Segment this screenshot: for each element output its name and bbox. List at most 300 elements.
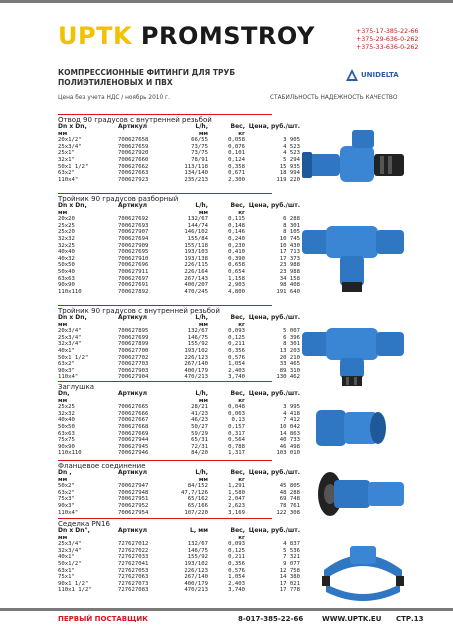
unit-cell: кг — [238, 397, 245, 404]
table-row — [58, 243, 300, 250]
table-cell: 0,211 — [228, 554, 245, 561]
phone-2: +375-29-636-0-262 — [356, 36, 419, 44]
table-row — [58, 229, 300, 236]
table-cell: 267/140 — [184, 574, 208, 581]
table-cell: 3 905 — [283, 137, 300, 144]
table-cell: 191 640 — [276, 288, 300, 295]
table-row — [58, 361, 300, 368]
table-cell: 0,146 — [228, 229, 245, 236]
table-cell: 28/21 — [191, 404, 208, 411]
section-tee-demountable — [58, 195, 300, 295]
unit-cell — [245, 398, 300, 405]
table-cell: 700627696 — [118, 262, 149, 269]
section-table — [58, 203, 300, 295]
unit-cell: мм — [58, 321, 68, 328]
table-cell: 17 713 — [279, 249, 300, 256]
table-cell: 50x2" — [58, 483, 75, 490]
table-cell: 0,048 — [228, 404, 245, 411]
table-row — [58, 335, 300, 342]
table-cell: 110x4" — [58, 509, 79, 516]
unit-cell: мм — [58, 397, 68, 404]
table-header-row — [58, 124, 300, 131]
table-cell: 110x1 1/2" — [58, 587, 92, 594]
table-cell: 0,356 — [228, 347, 245, 354]
end-cap-image — [312, 400, 404, 456]
section-tee-threaded — [58, 307, 300, 381]
table-cell: 4 837 — [283, 541, 300, 548]
section-title: Отвод 90 градусов с внутренней резьбой — [58, 116, 212, 124]
flange-adapter-image — [316, 470, 408, 518]
column-header: Dn x Dn, — [58, 202, 87, 209]
table-cell: 2,300 — [228, 176, 245, 183]
section-divider — [58, 305, 272, 306]
table-cell: 75x75 — [58, 437, 75, 444]
table-cell: 66/55 — [191, 137, 208, 144]
saddle-clamp-image — [318, 540, 408, 604]
table-header-row — [58, 315, 300, 322]
table-cell: 59/29 — [191, 430, 208, 437]
unidelta-brand: UNIDELTA — [345, 68, 399, 82]
table-row — [58, 437, 300, 444]
table-cell: 40 733 — [279, 437, 300, 444]
table-cell: 78 761 — [279, 502, 300, 509]
table-row — [58, 581, 300, 588]
column-header: L/h, — [195, 469, 208, 476]
table-row — [58, 150, 300, 157]
table-row — [58, 444, 300, 451]
table-cell: 15 935 — [279, 163, 300, 170]
table-cell: 72/31 — [191, 443, 208, 450]
table-row — [58, 510, 300, 517]
table-cell: 193/138 — [184, 255, 208, 262]
table-row — [58, 503, 300, 510]
table-row — [58, 404, 300, 411]
unidelta-logo-icon — [345, 68, 359, 82]
table-cell: 45 805 — [279, 483, 300, 490]
table-cell: 700627665 — [118, 404, 149, 411]
table-cell: 25x25 — [58, 222, 75, 229]
table-cell: 40x1" — [58, 554, 75, 561]
table-cell: 0,358 — [228, 163, 245, 170]
section-title: Фланцевое соединение — [58, 462, 146, 470]
table-cell: 727627012 — [118, 541, 149, 548]
table-cell: 50x50 — [58, 262, 75, 269]
table-cell: 727627041 — [118, 560, 149, 567]
unit-cell — [118, 398, 173, 405]
table-cell: 90x1 1/2" — [58, 580, 89, 587]
table-cell: 75x3" — [58, 496, 75, 503]
table-cell: 17 373 — [279, 255, 300, 262]
table-cell: 110x110 — [58, 450, 82, 457]
footer-website[interactable]: WWW.UPTK.EU — [322, 615, 382, 623]
table-cell: 700627951 — [118, 496, 149, 503]
table-cell: 50/27 — [191, 423, 208, 430]
table-cell: 3,740 — [228, 587, 245, 594]
table-cell: 132/67 — [187, 328, 208, 335]
table-cell: 40x40 — [58, 249, 75, 256]
table-cell: 146/75 — [187, 547, 208, 554]
column-header: Артикул — [118, 469, 147, 476]
table-cell: 1,317 — [228, 450, 245, 457]
page-title: КОМПРЕССИОННЫЕ ФИТИНГИ ДЛЯ ТРУБ ПОЛИЭТИЛЕНОВЫХ И ПВХ — [58, 68, 236, 87]
unit-cell: кг — [238, 209, 245, 216]
table-cell: 1,580 — [228, 489, 245, 496]
table-cell: 134/140 — [184, 170, 208, 177]
table-cell: 700627693 — [118, 222, 149, 229]
unit-cell: кг — [238, 534, 245, 541]
table-cell: 727627053 — [118, 567, 149, 574]
unit-cell — [245, 322, 300, 329]
footer-phone: 8-017-385-22-66 — [238, 615, 304, 623]
table-cell: 0,230 — [228, 242, 245, 249]
table-cell: 48 288 — [279, 489, 300, 496]
table-cell: 0,13 — [231, 417, 245, 424]
table-cell: 727627073 — [118, 580, 149, 587]
table-cell: 700627895 — [118, 328, 149, 335]
table-cell: 226/123 — [184, 567, 208, 574]
table-cell: 700627946 — [118, 450, 149, 457]
table-cell: 20x1/2" — [58, 137, 82, 144]
table-cell: 226/123 — [184, 354, 208, 361]
unit-cell — [245, 477, 300, 484]
footer-top-line — [0, 608, 453, 611]
table-cell: 0,564 — [228, 437, 245, 444]
table-cell: 700627699 — [118, 334, 149, 341]
unit-cell — [245, 210, 300, 217]
table-cell: 0,788 — [228, 443, 245, 450]
table-cell: 470/213 — [184, 587, 208, 594]
table-cell: 3,740 — [228, 374, 245, 381]
table-cell: 700627945 — [118, 443, 149, 450]
column-header: Артикул — [118, 527, 147, 534]
unit-cell — [245, 131, 300, 138]
table-row — [58, 368, 300, 375]
table-cell: 0,101 — [228, 150, 245, 157]
table-cell: 34 158 — [279, 275, 300, 282]
table-cell: 25x20 — [58, 229, 75, 236]
column-header: L/h, — [195, 314, 208, 321]
column-header: Dn, — [58, 390, 70, 397]
table-cell: 235/213 — [184, 176, 208, 183]
section-end-cap — [58, 383, 300, 457]
table-row — [58, 170, 300, 177]
table-cell: 3,169 — [228, 509, 245, 516]
table-cell: 0,125 — [228, 334, 245, 341]
table-cell: 9 077 — [283, 560, 300, 567]
table-cell: 63x2" — [58, 361, 75, 368]
column-header: Dn x Dn", — [58, 527, 90, 534]
column-header: L, мм — [190, 527, 208, 534]
table-cell: 700627663 — [118, 170, 149, 177]
table-cell: 0,125 — [228, 547, 245, 554]
table-cell: 700627923 — [118, 176, 149, 183]
table-cell: 700627658 — [118, 137, 149, 144]
table-cell: 63x63 — [58, 430, 75, 437]
section-title: Седелка PN16 — [58, 520, 110, 528]
table-cell: 46 498 — [279, 443, 300, 450]
company-logo: UPTK PROMSTROY — [58, 22, 315, 50]
table-cell: 0,671 — [228, 170, 245, 177]
slogan: СТАБИЛЬНОСТЬ НАДЕЖНОСТЬ КАЧЕСТВО — [270, 95, 398, 101]
table-cell: 25x25 — [58, 404, 75, 411]
table-cell: 193/102 — [184, 560, 208, 567]
table-cell: 0,063 — [228, 410, 245, 417]
table-cell: 0,658 — [228, 262, 245, 269]
table-cell: 130 462 — [276, 374, 300, 381]
table-header-row — [58, 203, 300, 210]
table-cell: 700627702 — [118, 354, 149, 361]
table-cell: 2,623 — [228, 502, 245, 509]
table-cell: 0,576 — [228, 354, 245, 361]
table-cell: 700627903 — [118, 367, 149, 374]
table-cell: 65/31 — [191, 437, 208, 444]
table-cell: 5 007 — [283, 328, 300, 335]
table-cell: 700627703 — [118, 361, 149, 368]
table-cell: 65/166 — [187, 502, 208, 509]
table-cell: 25x3/4" — [58, 334, 82, 341]
table-cell: 23 988 — [279, 262, 300, 269]
table-cell: 10 042 — [279, 423, 300, 430]
table-cell: 0,654 — [228, 268, 245, 275]
table-cell: 110x110 — [58, 288, 82, 295]
column-header: Цена, руб./шт. — [248, 527, 300, 534]
column-header: Цена, руб./шт. — [248, 202, 300, 209]
table-cell: 40x1" — [58, 347, 75, 354]
table-cell: 107/220 — [184, 509, 208, 516]
column-header: Цена, руб./шт. — [248, 314, 300, 321]
table-cell: 0,410 — [228, 249, 245, 256]
units-row — [58, 322, 300, 329]
table-row — [58, 355, 300, 362]
table-cell: 33 465 — [279, 361, 300, 368]
table-row — [58, 269, 300, 276]
table-cell: 470/245 — [184, 288, 208, 295]
table-cell: 155/92 — [187, 554, 208, 561]
table-row — [58, 374, 300, 381]
table-cell: 8 105 — [283, 229, 300, 236]
column-header: L/h, — [195, 123, 208, 130]
table-row — [58, 483, 300, 490]
table-cell: 10 745 — [279, 235, 300, 242]
table-row — [58, 568, 300, 575]
column-header: Артикул — [118, 123, 147, 130]
unit-cell — [118, 131, 173, 138]
table-cell: 110x4" — [58, 176, 79, 183]
contact-phones — [356, 28, 418, 53]
section-divider — [58, 381, 272, 382]
column-header: Вес, — [230, 469, 245, 476]
unit-cell: мм — [58, 130, 68, 137]
table-cell: 0,240 — [228, 235, 245, 242]
table-cell: 132/67 — [187, 541, 208, 548]
table-row — [58, 256, 300, 263]
table-row — [58, 554, 300, 561]
units-row — [58, 535, 300, 542]
table-cell: 226/164 — [184, 268, 208, 275]
table-cell: 63x1" — [58, 567, 75, 574]
table-cell: 1,158 — [228, 275, 245, 282]
table-cell: 0,356 — [228, 560, 245, 567]
header-top-line — [0, 0, 453, 3]
table-cell: 20x3/4" — [58, 328, 82, 335]
table-cell: 25x1" — [58, 150, 75, 157]
table-cell: 700627910 — [118, 255, 149, 262]
table-row — [58, 490, 300, 497]
table-cell: 132/67 — [187, 216, 208, 223]
column-header: L/h, — [195, 390, 208, 397]
table-cell: 119 220 — [276, 176, 300, 183]
units-row — [58, 477, 300, 484]
unit-cell: кг — [238, 130, 245, 137]
table-cell: 1,054 — [228, 574, 245, 581]
table-row — [58, 548, 300, 555]
unit-cell — [118, 210, 173, 217]
section-divider — [58, 518, 272, 519]
table-cell: 727627083 — [118, 587, 149, 594]
unit-cell: мм — [58, 534, 68, 541]
table-cell: 226/115 — [184, 262, 208, 269]
table-cell: 32x32 — [58, 410, 75, 417]
table-cell: 2,047 — [228, 496, 245, 503]
table-row — [58, 574, 300, 581]
table-cell: 700627948 — [118, 489, 149, 496]
table-cell: 14 380 — [279, 574, 300, 581]
table-cell: 50x40 — [58, 268, 75, 275]
table-row — [58, 223, 300, 230]
column-header: Вес, — [230, 123, 245, 130]
table-cell: 25x3/4" — [58, 541, 82, 548]
table-cell: 700627892 — [118, 288, 149, 295]
table-cell: 47,7/126 — [181, 489, 208, 496]
column-header: Цена, руб./шт. — [248, 390, 300, 397]
table-cell: 12 758 — [279, 567, 300, 574]
column-header: Артикул — [118, 202, 147, 209]
table-header-row — [58, 528, 300, 535]
table-cell: 700627952 — [118, 502, 149, 509]
column-header: Цена, руб./шт. — [248, 469, 300, 476]
footer-page-number: СТР.13 — [396, 615, 424, 623]
table-cell: 113/118 — [184, 163, 208, 170]
table-cell: 700627659 — [118, 143, 149, 150]
table-cell: 90x90 — [58, 282, 75, 289]
table-cell: 0,317 — [228, 430, 245, 437]
table-cell: 17 021 — [279, 580, 300, 587]
table-cell: 727627022 — [118, 547, 149, 554]
table-row — [58, 157, 300, 164]
table-cell: 0,076 — [228, 143, 245, 150]
table-cell: 84/20 — [191, 450, 208, 457]
table-cell: 0,576 — [228, 567, 245, 574]
units-row — [58, 210, 300, 217]
table-cell: 193/103 — [184, 249, 208, 256]
table-cell: 50x50 — [58, 423, 75, 430]
table-cell: 700627920 — [118, 150, 149, 157]
section-title: Тройник 90 градусов разборный — [58, 195, 179, 203]
table-row — [58, 348, 300, 355]
table-cell: 0,058 — [228, 137, 245, 144]
unit-cell — [118, 477, 173, 484]
table-row — [58, 341, 300, 348]
table-row — [58, 236, 300, 243]
table-row — [58, 328, 300, 335]
table-row — [58, 541, 300, 548]
column-header: Цена, руб./шт. — [248, 123, 300, 130]
footer-supplier: ПЕРВЫЙ ПОСТАВЩИК — [58, 615, 148, 623]
threaded-tee-image — [300, 316, 410, 388]
table-cell: 110x4" — [58, 374, 79, 381]
table-cell: 700627907 — [118, 229, 149, 236]
table-cell: 400/207 — [184, 282, 208, 289]
table-row — [58, 216, 300, 223]
table-cell: 2,403 — [228, 580, 245, 587]
unit-cell: мм — [198, 130, 208, 137]
table-cell: 20 210 — [279, 354, 300, 361]
table-cell: 13 203 — [279, 347, 300, 354]
table-cell: 4 523 — [283, 150, 300, 157]
table-cell: 700627669 — [118, 430, 149, 437]
table-cell: 700627666 — [118, 410, 149, 417]
table-cell: 23 988 — [279, 268, 300, 275]
table-cell: 400/179 — [184, 580, 208, 587]
table-cell: 0,093 — [228, 541, 245, 548]
table-row — [58, 561, 300, 568]
table-cell: 700627694 — [118, 235, 149, 242]
section-table — [58, 470, 300, 516]
table-cell: 3 995 — [283, 404, 300, 411]
table-cell: 5 536 — [283, 547, 300, 554]
section-elbow-threaded — [58, 116, 300, 183]
table-cell: 65/162 — [187, 496, 208, 503]
table-header-row — [58, 470, 300, 477]
table-cell: 73/75 — [191, 150, 208, 157]
table-cell: 32x25 — [58, 242, 75, 249]
unit-cell: мм — [198, 209, 208, 216]
table-cell: 50x1 1/2" — [58, 163, 89, 170]
table-cell: 32x3/4" — [58, 547, 82, 554]
table-cell: 6 396 — [283, 334, 300, 341]
unit-cell: мм — [198, 476, 208, 483]
unit-cell: кг — [238, 321, 245, 328]
table-cell: 20x20 — [58, 216, 75, 223]
price-note: Цена без учета НДС / ноябрь 2010 г. — [58, 95, 170, 101]
table-row — [58, 144, 300, 151]
table-cell: 700627692 — [118, 216, 149, 223]
table-cell: 267/140 — [184, 361, 208, 368]
column-header: Dn x Dn, — [58, 123, 87, 130]
table-cell: 727627033 — [118, 554, 149, 561]
table-cell: 400/179 — [184, 367, 208, 374]
table-cell: 90x90 — [58, 443, 75, 450]
table-row — [58, 424, 300, 431]
table-cell: 146/75 — [187, 334, 208, 341]
units-row — [58, 131, 300, 138]
elbow-fitting-image — [300, 128, 408, 198]
section-table — [58, 528, 300, 594]
table-cell: 700627700 — [118, 347, 149, 354]
table-cell: 700627695 — [118, 249, 149, 256]
table-cell: 0,148 — [228, 222, 245, 229]
table-cell: 0,390 — [228, 255, 245, 262]
unit-cell — [118, 535, 173, 542]
table-cell: 1,291 — [228, 483, 245, 490]
column-header: Артикул — [118, 314, 147, 321]
table-cell: 25x3/4" — [58, 143, 82, 150]
table-cell: 700627947 — [118, 483, 149, 490]
column-header: Вес, — [230, 202, 245, 209]
table-row — [58, 450, 300, 457]
column-header: Вес, — [230, 314, 245, 321]
table-cell: 90x3" — [58, 502, 75, 509]
